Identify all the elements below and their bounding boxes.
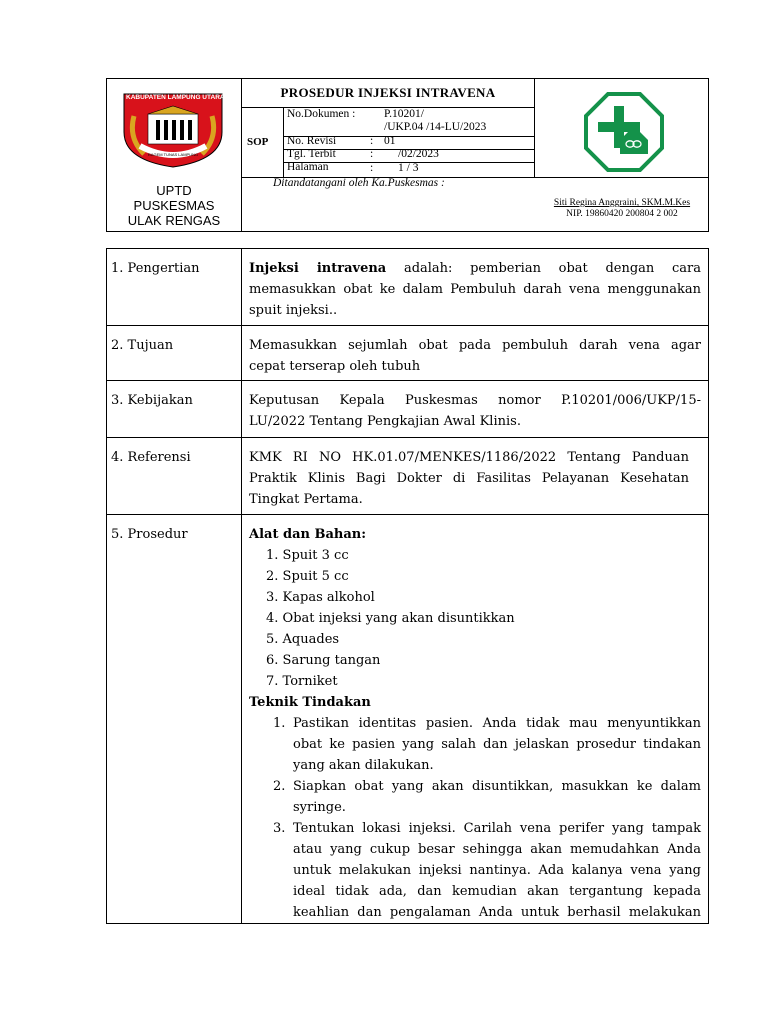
- teknik-line: yang akan dilakukan.: [293, 758, 434, 773]
- doc-number-label: No.Dokumen :: [287, 108, 356, 120]
- section-label-referensi: 4. Referensi: [111, 450, 191, 465]
- signed-by-label: Ditandatangani oleh Ka.Puskesmas :: [273, 177, 445, 189]
- section-content-referensi: [249, 447, 689, 510]
- page-label: Halaman: [287, 161, 329, 173]
- section-content-tujuan: [249, 335, 701, 377]
- teknik-item-number: 2.: [273, 779, 286, 794]
- teknik-item: [249, 776, 701, 818]
- clinic-name: [106, 183, 242, 228]
- revision-sep: :: [370, 135, 374, 147]
- referensi-line-1: KMK RI NO HK.01.07/MENKES/1186/2022 Tentang Panduan: [249, 450, 689, 465]
- teknik-item: [249, 713, 701, 776]
- clinic-name-line-2: PUSKESMAS: [133, 198, 215, 213]
- alat-item: 7. Torniket: [266, 674, 338, 689]
- section-content-pengertian: [249, 258, 701, 321]
- logo-motto: RAGEM TUNAS LAMPUNG: [147, 152, 199, 157]
- doc-number-value-1: P.10201/: [384, 108, 424, 120]
- page-sep: :: [370, 162, 374, 174]
- pengertian-term: Injeksi intravena: [249, 261, 387, 276]
- alat-item: 1. Spuit 3 cc: [266, 548, 349, 563]
- alat-heading: Alat dan Bahan:: [249, 527, 367, 542]
- signer-nip: NIP. 19860420 200804 2 002: [566, 209, 678, 219]
- alat-list: [249, 545, 701, 692]
- kebijakan-line-2: LU/2022 Tentang Pengkajian Awal Klinis.: [249, 414, 521, 429]
- page-value: 1 / 3: [398, 162, 419, 174]
- teknik-heading: Teknik Tindakan: [249, 695, 371, 710]
- pengertian-line-3: spuit injeksi..: [249, 303, 338, 318]
- logo-text-top: KABUPATEN LAMPUNG UTARA: [126, 94, 225, 101]
- alat-item: 6. Sarung tangan: [266, 653, 381, 668]
- alat-item: 2. Spuit 5 cc: [266, 569, 349, 584]
- teknik-line: Siapkan obat yang akan disuntikkan, masukkan ke dalam: [293, 779, 701, 794]
- teknik-line: Pastikan identitas pasien. Anda tidak mau menyuntikkan: [293, 716, 701, 731]
- issue-date-label: Tgl. Terbit: [287, 148, 336, 160]
- teknik-line: untuk melakukan injeksi nantinya. Ada kalanya vena yang: [293, 863, 701, 878]
- pengertian-line-1-rest: adalah: pemberian obat dengan cara: [403, 261, 701, 276]
- kebijakan-line-1: Keputusan Kepala Puskesmas nomor P.10201/006/UKP/15-: [249, 393, 701, 408]
- puskesmas-cross-icon: [584, 92, 664, 172]
- puskesmas-logo: [584, 92, 664, 172]
- alat-item: 4. Obat injeksi yang akan disuntikkan: [266, 611, 515, 626]
- referensi-line-2: Praktik Klinis Bagi Dokter di Fasilitas Pelayanan Kesehatan: [249, 471, 689, 486]
- section-label-pengertian: 1. Pengertian: [111, 261, 200, 276]
- teknik-line: Tentukan lokasi injeksi. Carilah vena perifer yang tampak: [293, 821, 701, 836]
- teknik-line: atau yang cukup besar sehingga akan memudahkan Anda: [293, 842, 701, 857]
- teknik-line: obat ke pasien yang salah dan jelaskan prosedur tindakan: [293, 737, 701, 752]
- regency-logo: [122, 88, 224, 168]
- alat-item: 3. Kapas alkohol: [266, 590, 375, 605]
- tujuan-line-1: Memasukkan sejumlah obat pada pembuluh darah vena agar: [249, 338, 701, 353]
- pengertian-line-1: [249, 258, 701, 279]
- issue-date-sep: :: [370, 148, 374, 160]
- teknik-line: ideal tidak ada, dan kemudian akan tergantung kepada: [293, 884, 701, 899]
- alat-item: 5. Aquades: [266, 632, 340, 647]
- section-label-kebijakan: 3. Kebijakan: [111, 393, 193, 408]
- teknik-item-number: 1.: [273, 716, 286, 731]
- issue-date-value: /02/2023: [398, 148, 439, 160]
- teknik-item-number: 3.: [273, 821, 286, 836]
- tujuan-line-2: cepat terserap oleh tubuh: [249, 359, 421, 374]
- revision-value: 01: [384, 135, 396, 147]
- pengertian-line-2: memasukkan obat ke dalam Pembuluh darah vena menggunakan: [249, 282, 701, 297]
- referensi-line-3: Tingkat Pertama.: [249, 492, 363, 507]
- teknik-line: syringe.: [293, 800, 346, 815]
- section-content-kebijakan: [249, 390, 701, 432]
- section-label-prosedur: 5. Prosedur: [111, 527, 188, 542]
- sop-label: SOP: [247, 136, 269, 148]
- revision-label: No. Revisi: [287, 135, 337, 147]
- teknik-line: keahlian dan pengalaman Anda untuk berhasil melakukan: [293, 905, 701, 920]
- doc-number-value-2: /UKP.04 /14-LU/2023: [384, 121, 487, 133]
- clinic-name-line-3: ULAK RENGAS: [127, 213, 221, 228]
- teknik-item: [249, 818, 701, 923]
- signer-name: Siti Regina Anggraini, SKM.M.Kes: [553, 198, 691, 208]
- clinic-name-line-1: UPTD: [156, 183, 192, 198]
- document-title: PROSEDUR INJEKSI INTRAVENA: [280, 85, 496, 100]
- section-label-tujuan: 2. Tujuan: [111, 338, 174, 353]
- section-content-prosedur: [249, 524, 701, 923]
